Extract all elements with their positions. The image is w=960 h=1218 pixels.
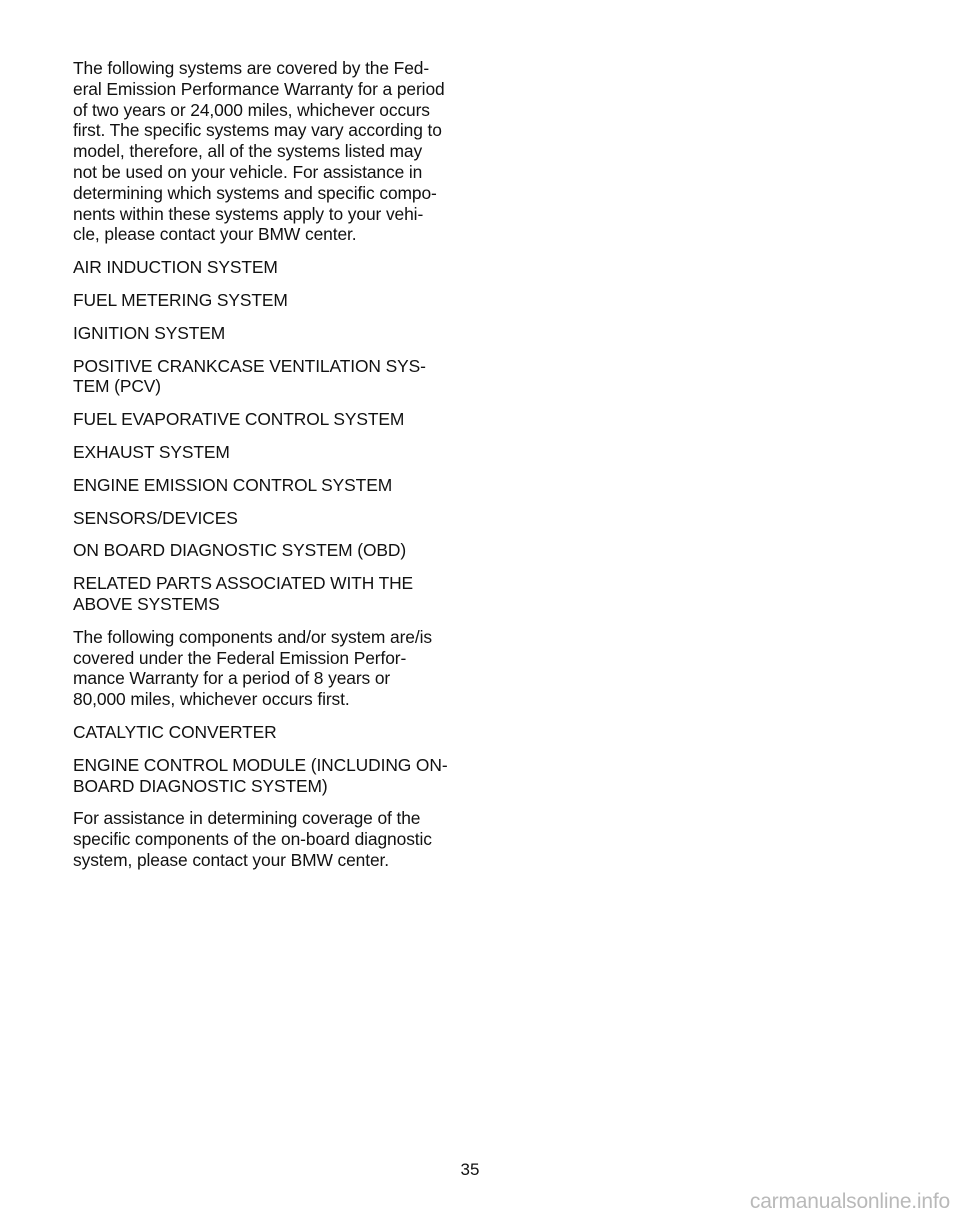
- paragraph: [73, 722, 473, 743]
- text-line: POSITIVE CRANKCASE VENTILATION SYS-: [73, 355, 426, 376]
- text-line: cle, please contact your BMW center.: [73, 224, 357, 245]
- paragraph: [73, 356, 473, 398]
- text-line: For assistance in determining coverage of the: [73, 808, 421, 829]
- text-line: covered under the Federal Emission Perfor-: [73, 647, 407, 668]
- text-line: ENGINE CONTROL MODULE (INCLUDING ON-: [73, 754, 448, 775]
- paragraph: [73, 627, 473, 710]
- paragraph: [73, 475, 473, 496]
- text-line: eral Emission Performance Warranty for a period: [73, 78, 445, 99]
- text-line: model, therefore, all of the systems listed may: [73, 141, 423, 162]
- text-line: BOARD DIAGNOSTIC SYSTEM): [73, 775, 328, 796]
- text-line: The following systems are covered by the Fed-: [73, 58, 430, 78]
- text-line: FUEL METERING SYSTEM: [73, 289, 288, 310]
- text-line: The following components and/or system are/is: [73, 626, 432, 647]
- text-line: specific components of the on-board diagnostic: [73, 829, 432, 850]
- text-line: determining which systems and specific compo-: [73, 182, 437, 203]
- paragraph: [73, 290, 473, 311]
- text-line: not be used on your vehicle. For assistance in: [73, 161, 423, 182]
- warranty-text-column: [73, 58, 473, 883]
- text-line: IGNITION SYSTEM: [73, 322, 226, 343]
- paragraph: [73, 442, 473, 463]
- text-line: ABOVE SYSTEMS: [73, 593, 220, 614]
- paragraph: [73, 323, 473, 344]
- watermark: carmanualsonline.info: [749, 1190, 950, 1213]
- text-line: SENSORS/DEVICES: [73, 507, 238, 528]
- text-line: TEM (PCV): [73, 376, 161, 397]
- paragraph: [73, 58, 473, 245]
- paragraph: [73, 540, 473, 561]
- text-line: RELATED PARTS ASSOCIATED WITH THE: [73, 573, 414, 594]
- paragraph: [73, 257, 473, 278]
- page-number: 35: [460, 1160, 480, 1179]
- text-line: 80,000 miles, whichever occurs first.: [73, 689, 350, 710]
- paragraph: [73, 755, 473, 797]
- text-line: system, please contact your BMW center.: [73, 849, 390, 870]
- text-line: EXHAUST SYSTEM: [73, 441, 230, 462]
- paragraph: [73, 409, 473, 430]
- paragraph: [73, 508, 473, 529]
- text-line: first. The specific systems may vary according to: [73, 120, 442, 141]
- text-line: of two years or 24,000 miles, whichever occurs: [73, 99, 430, 120]
- text-line: ON BOARD DIAGNOSTIC SYSTEM (OBD): [73, 540, 407, 561]
- paragraph: [73, 573, 473, 615]
- text-line: ENGINE EMISSION CONTROL SYSTEM: [73, 474, 393, 495]
- text-line: mance Warranty for a period of 8 years or: [73, 668, 391, 689]
- text-line: nents within these systems apply to your vehi-: [73, 203, 424, 224]
- text-line: CATALYTIC CONVERTER: [73, 721, 277, 742]
- paragraph: [73, 808, 473, 870]
- text-line: FUEL EVAPORATIVE CONTROL SYSTEM: [73, 409, 405, 430]
- text-line: AIR INDUCTION SYSTEM: [73, 257, 278, 278]
